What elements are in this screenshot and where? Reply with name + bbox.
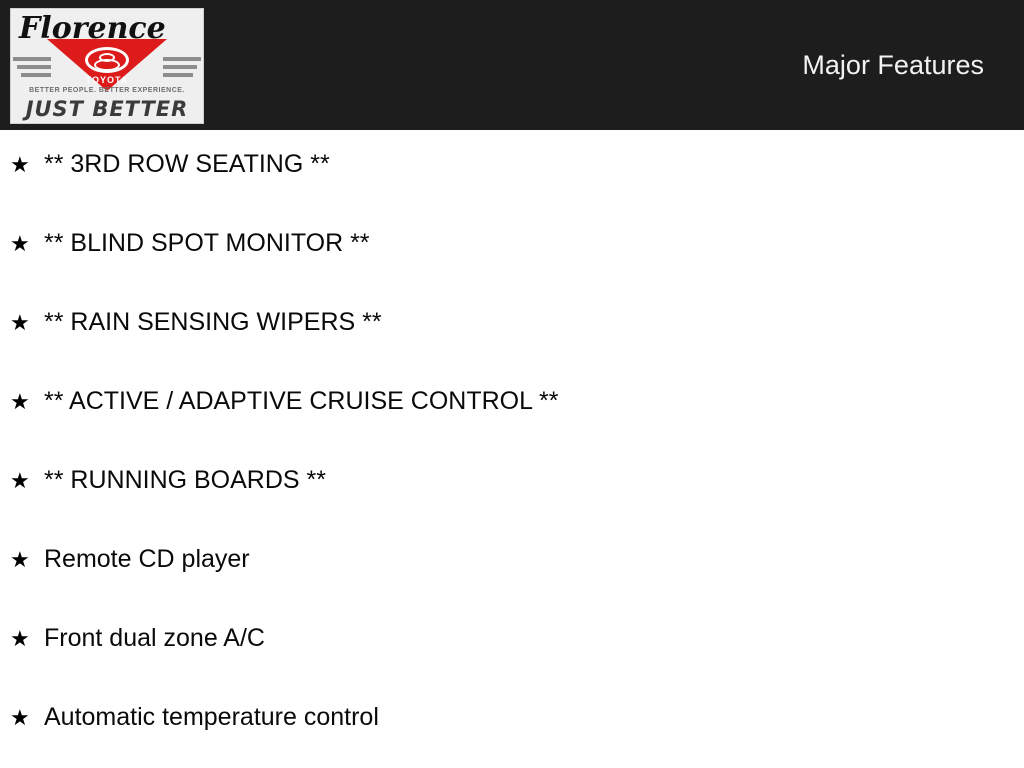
feature-label: ** RAIN SENSING WIPERS ** [44,308,382,336]
page-header [0,0,1024,130]
feature-label: ** RUNNING BOARDS ** [44,466,326,494]
logo-wing-right-2 [163,65,197,69]
dealer-logo [10,8,204,124]
feature-label: ** ACTIVE / ADAPTIVE CRUISE CONTROL ** [44,387,559,415]
star-icon: ★ [10,310,30,335]
feature-label: ** BLIND SPOT MONITOR ** [44,229,370,257]
star-icon: ★ [10,547,30,572]
page-title: Major Features [802,50,984,80]
star-icon: ★ [10,152,30,177]
list-item [0,229,1024,308]
features-list [0,130,1024,768]
star-icon: ★ [10,705,30,730]
feature-label: Automatic temperature control [44,703,379,731]
feature-label: ** 3RD ROW SEATING ** [44,150,330,178]
logo-wing-right-1 [163,57,201,61]
list-item [0,545,1024,624]
star-icon: ★ [10,626,30,651]
feature-label: Front dual zone A/C [44,624,265,652]
star-icon: ★ [10,231,30,256]
list-item [0,466,1024,545]
dealer-tagline-small: BETTER PEOPLE. BETTER EXPERIENCE. [29,87,185,94]
list-item [0,387,1024,466]
feature-label: Remote CD player [44,545,250,573]
star-icon: ★ [10,389,30,414]
star-icon: ★ [10,468,30,493]
list-item [0,624,1024,703]
toyota-emblem-icon [85,47,129,73]
dealer-logo-script-text: Florence [19,11,166,46]
logo-wing-left-2 [17,65,51,69]
list-item [0,308,1024,387]
dealer-tagline-big: JUST BETTER [25,97,189,121]
list-item [0,703,1024,768]
toyota-brand-text: TOYOTA [85,75,129,85]
logo-wing-left-1 [13,57,51,61]
list-item [0,150,1024,229]
